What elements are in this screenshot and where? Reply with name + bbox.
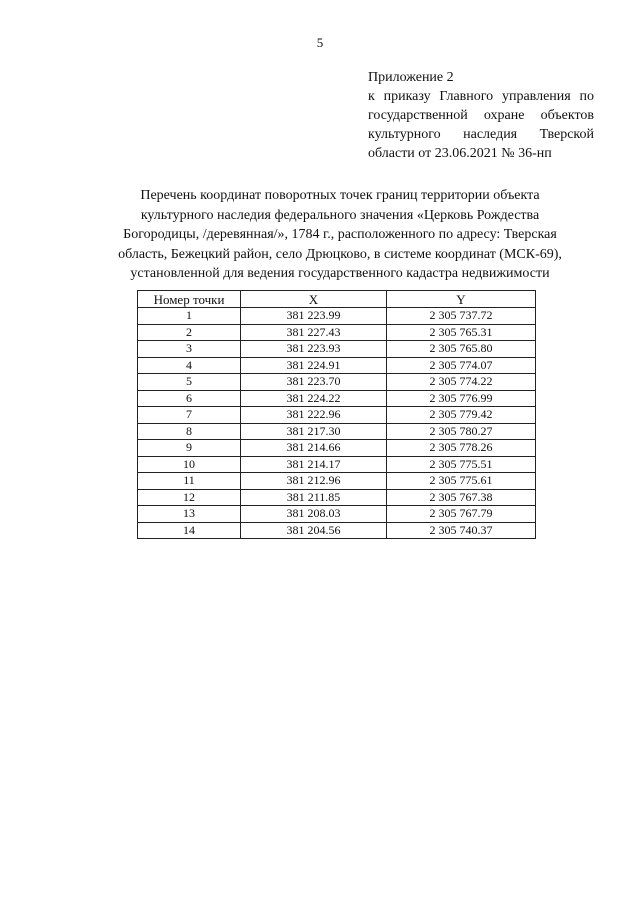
x-cell: 381 222.96 (241, 407, 387, 424)
appendix-line: культурного наследия Тверской (368, 127, 594, 142)
x-cell: 381 214.66 (241, 440, 387, 457)
table-row (138, 489, 536, 506)
table-row (138, 522, 536, 539)
page-number: 5 (316, 35, 324, 50)
point-number-cell: 8 (138, 423, 241, 440)
title-line: установленной для ведения государственного кадастра недвижимости (130, 266, 550, 281)
x-cell: 381 224.22 (241, 390, 387, 407)
title-line: область, Бежецкий район, село Дрюцково, в системе координат (МСК-69), (118, 246, 562, 262)
x-cell: 381 212.96 (241, 473, 387, 490)
point-number-cell: 7 (138, 407, 241, 424)
x-cell: 381 208.03 (241, 506, 387, 523)
y-cell: 2 305 780.27 (387, 423, 536, 440)
appendix-note (368, 68, 594, 163)
y-cell: 2 305 767.38 (387, 489, 536, 506)
point-number-cell: 9 (138, 440, 241, 457)
table-row (138, 390, 536, 407)
x-cell: 381 217.30 (241, 423, 387, 440)
y-cell: 2 305 775.61 (387, 473, 536, 490)
x-cell: 381 204.56 (241, 522, 387, 539)
table-row (138, 440, 536, 457)
point-number-cell: 1 (138, 308, 241, 325)
x-cell: 381 224.91 (241, 357, 387, 374)
y-cell: 2 305 779.42 (387, 407, 536, 424)
x-cell: 381 211.85 (241, 489, 387, 506)
y-cell: 2 305 737.72 (387, 308, 536, 325)
table-header-row (138, 291, 536, 308)
document-title (95, 186, 585, 284)
point-number-cell: 10 (138, 456, 241, 473)
coordinates-table (137, 290, 536, 539)
point-number-cell: 14 (138, 522, 241, 539)
point-number-cell: 2 (138, 324, 241, 341)
point-number-cell: 13 (138, 506, 241, 523)
y-cell: 2 305 740.37 (387, 522, 536, 539)
appendix-line: к приказу Главного управления по (368, 89, 594, 104)
y-cell: 2 305 774.22 (387, 374, 536, 391)
table-row (138, 357, 536, 374)
y-cell: 2 305 765.80 (387, 341, 536, 358)
x-cell: 381 223.99 (241, 308, 387, 325)
table-row (138, 374, 536, 391)
title-line: культурного наследия федерального значения «Церковь Рождества (140, 207, 540, 223)
y-cell: 2 305 774.07 (387, 357, 536, 374)
table-row (138, 407, 536, 424)
table-row (138, 473, 536, 490)
y-cell: 2 305 778.26 (387, 440, 536, 457)
header-point-number: Номер точки (138, 291, 241, 308)
table-row (138, 423, 536, 440)
point-number-cell: 12 (138, 489, 241, 506)
header-x: X (241, 291, 387, 308)
title-line: Перечень координат поворотных точек границ территории объекта (140, 188, 540, 203)
x-cell: 381 227.43 (241, 324, 387, 341)
table-row (138, 456, 536, 473)
x-cell: 381 214.17 (241, 456, 387, 473)
table-row (138, 506, 536, 523)
point-number-cell: 11 (138, 473, 241, 490)
table-row (138, 341, 536, 358)
appendix-line: Приложение 2 (368, 70, 454, 85)
appendix-line: области от 23.06.2021 № 36-нп (368, 146, 552, 161)
point-number-cell: 3 (138, 341, 241, 358)
y-cell: 2 305 765.31 (387, 324, 536, 341)
point-number-cell: 5 (138, 374, 241, 391)
y-cell: 2 305 775.51 (387, 456, 536, 473)
header-y: Y (387, 291, 536, 308)
title-line: Богородицы, /деревянная/», 1784 г., расположенного по адресу: Тверская (123, 227, 557, 242)
y-cell: 2 305 776.99 (387, 390, 536, 407)
y-cell: 2 305 767.79 (387, 506, 536, 523)
appendix-line: государственной охране объектов (368, 108, 594, 123)
point-number-cell: 6 (138, 390, 241, 407)
table-row (138, 308, 536, 325)
point-number-cell: 4 (138, 357, 241, 374)
table-row (138, 324, 536, 341)
x-cell: 381 223.70 (241, 374, 387, 391)
x-cell: 381 223.93 (241, 341, 387, 358)
